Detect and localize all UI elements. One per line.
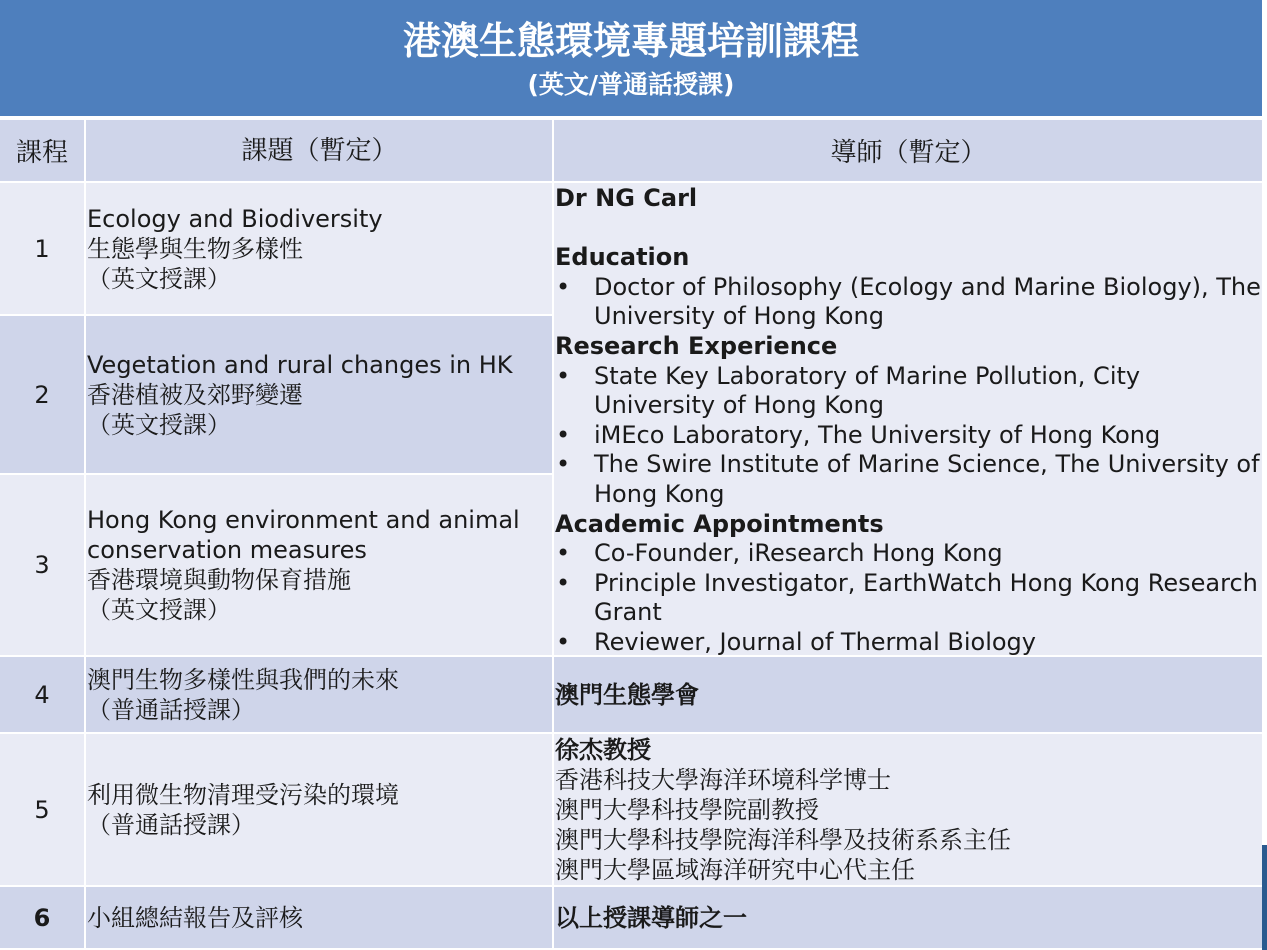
tutor-credential: 澳門大學科技學院副教授 — [555, 795, 819, 824]
page-title: 港澳生態環境專題培訓課程 — [402, 19, 859, 63]
research-item: • The Swire Institute of Marine Science, The University of Hong Kong — [555, 450, 1262, 509]
topic-chinese: 澳門生物多樣性與我們的未來 — [87, 665, 399, 694]
header-tutor — [554, 120, 1262, 181]
page-subtitle: (英文/普通話授課) — [527, 70, 735, 99]
topic-language: （英文授課） — [87, 410, 231, 439]
research-item: • iMEco Laboratory, The University of Hong Kong — [555, 421, 1262, 451]
academic-item: • Co-Founder, iResearch Hong Kong — [555, 539, 1262, 569]
research-item: • State Key Laboratory of Marine Pollution, City University of Hong Kong — [555, 362, 1262, 421]
tutor-cell — [554, 657, 1262, 732]
tutor-credential: 澳門大學科技學院海洋科學及技術系系主任 — [555, 825, 1011, 854]
research-list — [555, 362, 1262, 510]
topic-language: （英文授課） — [87, 596, 231, 624]
header-topic — [86, 120, 552, 181]
topic-english: Hong Kong environment and animal — [87, 506, 520, 534]
education-list — [555, 273, 1262, 332]
topic-chinese: 香港環境與動物保育措施 — [87, 566, 351, 594]
topic-language: （普通話授課） — [87, 695, 255, 724]
tutor-credential: 澳門大學區域海洋研究中心代主任 — [555, 855, 915, 884]
topic-chinese: 生態學與生物多樣性 — [87, 234, 303, 263]
course-topic — [86, 657, 552, 732]
tutor-cell — [554, 887, 1262, 948]
academic-item: • Reviewer, Journal of Thermal Biology — [555, 628, 1262, 658]
table-row — [0, 657, 1262, 732]
tutor-name: 徐杰教授 — [555, 735, 651, 764]
topic-chinese: 香港植被及郊野變遷 — [87, 380, 303, 409]
tutor-cell — [554, 734, 1262, 885]
course-number: 2 — [0, 316, 84, 473]
course-number: 6 — [0, 887, 84, 948]
tutor-org: 澳門生態學會 — [555, 680, 699, 709]
course-number: 4 — [0, 657, 84, 732]
topic-english: Ecology and Biodiversity — [87, 204, 383, 233]
topic-language: （英文授課） — [87, 264, 231, 293]
header-topic-label: 課題（暫定） — [241, 135, 398, 166]
tutor-cell-merged — [0, 183, 1262, 655]
topic-language: （普通話授課） — [87, 810, 255, 839]
table-row — [0, 887, 1262, 948]
research-heading: Research Experience — [555, 331, 838, 360]
topic-english-cont: conservation measures — [87, 536, 367, 564]
course-number: 1 — [0, 183, 84, 314]
table-header-row — [0, 120, 1262, 181]
tutor-credential: 香港科技大學海洋环境科学博士 — [555, 765, 891, 794]
course-number: 5 — [0, 734, 84, 885]
header-course — [0, 120, 84, 181]
education-item: • Doctor of Philosophy (Ecology and Marine Biology), The University of Hong Kong — [555, 273, 1262, 332]
topic-chinese: 利用微生物清理受污染的環境 — [87, 780, 399, 809]
topic-chinese: 小組總結報告及評核 — [87, 903, 303, 932]
edge-bar — [1262, 845, 1267, 950]
course-topic — [86, 887, 552, 948]
header-tutor-label: 導師（暫定） — [830, 138, 987, 168]
tutor-note: 以上授課導師之一 — [555, 903, 747, 932]
header-course-label: 課程 — [15, 138, 68, 168]
page-header — [0, 0, 1262, 116]
academic-heading: Academic Appointments — [555, 509, 884, 538]
table-row — [0, 734, 1262, 885]
tutor-profile-ng — [554, 183, 1262, 655]
education-heading: Education — [555, 243, 690, 272]
academic-item: • Principle Investigator, EarthWatch Hong Kong Research Grant — [555, 569, 1262, 628]
topic-english: Vegetation and rural changes in HK — [87, 350, 513, 379]
academic-list — [555, 539, 1262, 657]
course-topic — [86, 734, 552, 885]
course-number: 3 — [0, 475, 84, 655]
tutor-name: Dr NG Carl — [555, 184, 698, 212]
